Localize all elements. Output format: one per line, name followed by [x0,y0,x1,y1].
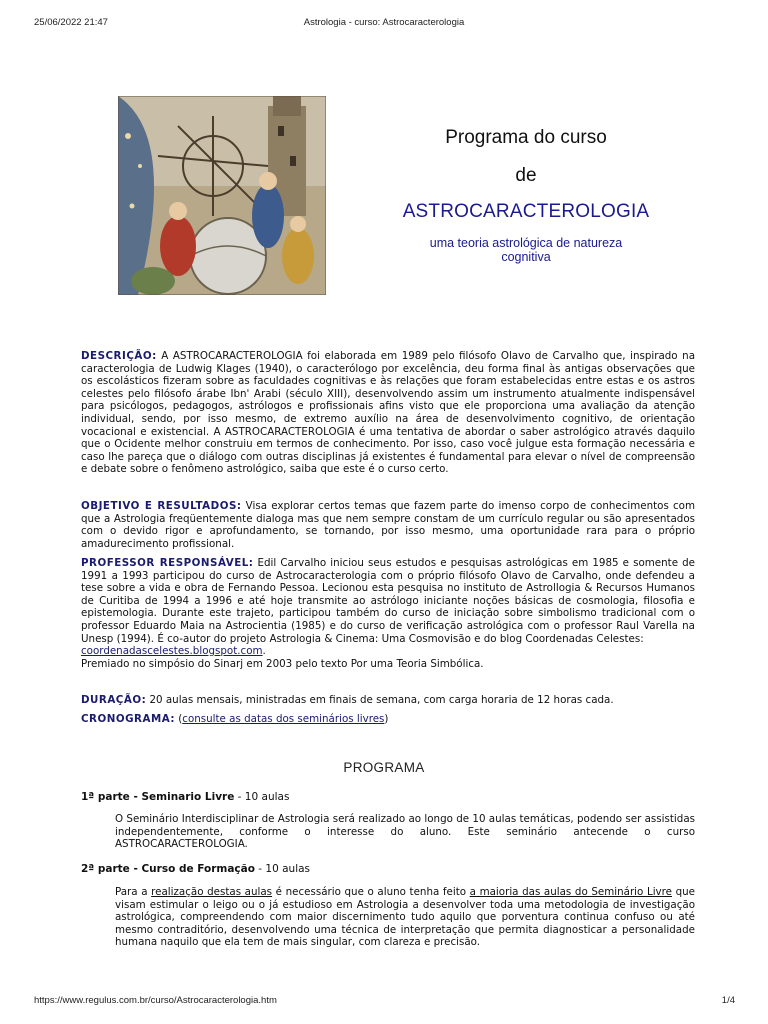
programa-heading: PROGRAMA [343,760,425,775]
cronograma-link[interactable]: consulte as datas dos seminários livres [182,713,385,725]
part-2-heading [81,863,310,875]
duracao-label: DURAÇÃO: [81,694,147,706]
duracao-paragraph [81,694,695,707]
part-2-body [115,886,695,949]
course-title-block [356,124,696,264]
title-line-2: de [515,165,537,186]
cronograma-open: ( [174,713,183,725]
realizacao-link[interactable]: realização destas aulas [151,886,273,898]
part-2-body-prefix: Para a [115,886,152,898]
professor-award: Premiado no simpósio do Sinarj em 2003 pelo texto Por uma Teoria Simbólica. [81,657,484,670]
professor-label: PROFESSOR RESPONSÁVEL: [81,557,254,569]
blog-link-suffix: . [262,645,266,658]
professor-text: Edil Carvalho iniciou seus estudos e pesquisas astrológicas em 1985 e somente de 1991 a 1993 participou do curso de Astrocaracterologia com o próprio filósofo Olavo de Carvalho, onde defendeu a tese sobre a vida e obra de Fernando Pessoa. Lecionou esta pesquisa no instituto de Astrollogia & Recursos Humanos de Curitiba de 1994 a 1996 e até hoje transmite ao astrólogo iniciante noções básicas de cosmologia, filosofia e epistemologia. Durante este trajeto, participou também do curso de iniciação sobre simbolismo tradicional com o professor Eduardo Maia na Astrocientia (1985) e do curso de verificação astrológica com o professor Raul Varella na Unesp (1994). É co-autor do projeto Astrologia & Cinema: Uma Cosmovisão e do blog Coordenadas Celestes: [81,557,695,645]
descricao-text: A ASTROCARACTEROLOGIA foi elaborada em 1989 pelo filósofo Olavo de Carvalho que, inspirado na caracterologia de Ludwig Klages (1940), o caracterólogo por excelência, deu forma final às antigas observações que os escolásticos fizeram sobre as faculdades cognitivas e às relações que foram estabelecidas entre estas e os astros celestes pelo filósofo árabe Ibn' Arabi (século XIII), desenvolvendo assim um instrumento atualmente indispensável para psicólogos, pedagogos, astrólogos e profissionais afins visto que ele proporciona uma avaliação da atenção individual, sendo, por isso mesmo, de extremo auxílio na área de desenvolvimento cognitivo, de orientação vocacional e existencial. A ASTROCARACTEROLOGIA é uma tentativa de abordar o saber astrológico através daquilo que o Ocidente melhor construiu em termos de conhecimento. Por isso, caso você julgue esta formação necessária e caso lhe pareça que o diálogo com outras disciplinas já existentes é fundamental para elevar o nível de compreensão e debate sobre o fenômeno astrológico, saiba que este é o curso certo. [81,350,695,476]
objetivo-label: OBJETIVO E RESULTADOS: [81,500,242,512]
part-2-body-rest: que visam estimular o leigo ou o já estudioso em Astrologia a desenvolver toda uma metodologia de investigação astrológica, compreendendo com maior discernimento tudo aquilo que porventura continua confuso ou até mesmo contraditório, desenvolvendo uma técnica de interpretação que permita diagnosticar a personalidade humana naquilo que ela tem de mais singular, com clareza e precisão. [115,886,696,949]
descricao-label: DESCRIÇÃO: [81,350,157,362]
cronograma-close: ) [384,713,389,725]
print-url: https://www.regulus.com.br/curso/Astrocaracterologia.htm [34,995,277,1006]
part-1-title: 1ª parte - Seminario Livre [81,791,235,803]
print-page-number: 1/4 [721,995,735,1006]
objetivo-paragraph [81,500,695,550]
print-datetime: 25/06/2022 21:47 [34,17,108,28]
part-1-heading [81,791,289,803]
hero-engraving [118,96,326,295]
astrologers-engraving-image [118,96,326,295]
part-2-count: - 10 aulas [254,863,311,875]
seminario-livre-link[interactable]: a maioria das aulas do Seminário Livre [469,886,672,898]
print-page-title: Astrologia - curso: Astrocaracterologia [303,17,465,28]
part-2-body-mid: é necessário que o aluno tenha feito [272,886,470,898]
blog-link[interactable]: coordenadascelestes.blogspot.com [81,645,263,658]
objetivo-text: Visa explorar certos temas que fazem parte do imenso corpo de conhecimentos com que a Astrologia freqüentemente dialoga mas que nem sempre constam de um currículo regular ou são apresentados com o devido rigor e aprofundamento, se tornando, por isso mesmo, uma oportunidade rara para o próprio amadurecimento profissional. [81,500,695,550]
cronograma-label: CRONOGRAMA: [81,713,175,725]
course-name: ASTROCARACTEROLOGIA [402,201,650,222]
part-1-body: O Seminário Interdisciplinar de Astrologia será realizado ao longo de 10 aulas temáticas, podendo ser assistidas independentemente, conforme o interesse do aluno. Este seminário antecende o curso ASTROCARACTEROLOGIA. [115,813,695,851]
part-1-count: - 10 aulas [234,791,290,803]
part-2-title: 2ª parte - Curso de Formação [81,863,255,875]
duracao-text: 20 aulas mensais, ministradas em finais de semana, com carga horaria de 12 horas cada. [146,694,614,706]
professor-paragraph [81,557,695,670]
course-subtitle: uma teoria astrológica de natureza cognitiva [429,236,623,264]
cronograma-paragraph [81,713,695,726]
descricao-paragraph [81,350,695,476]
title-line-1: Programa do curso [445,127,607,148]
